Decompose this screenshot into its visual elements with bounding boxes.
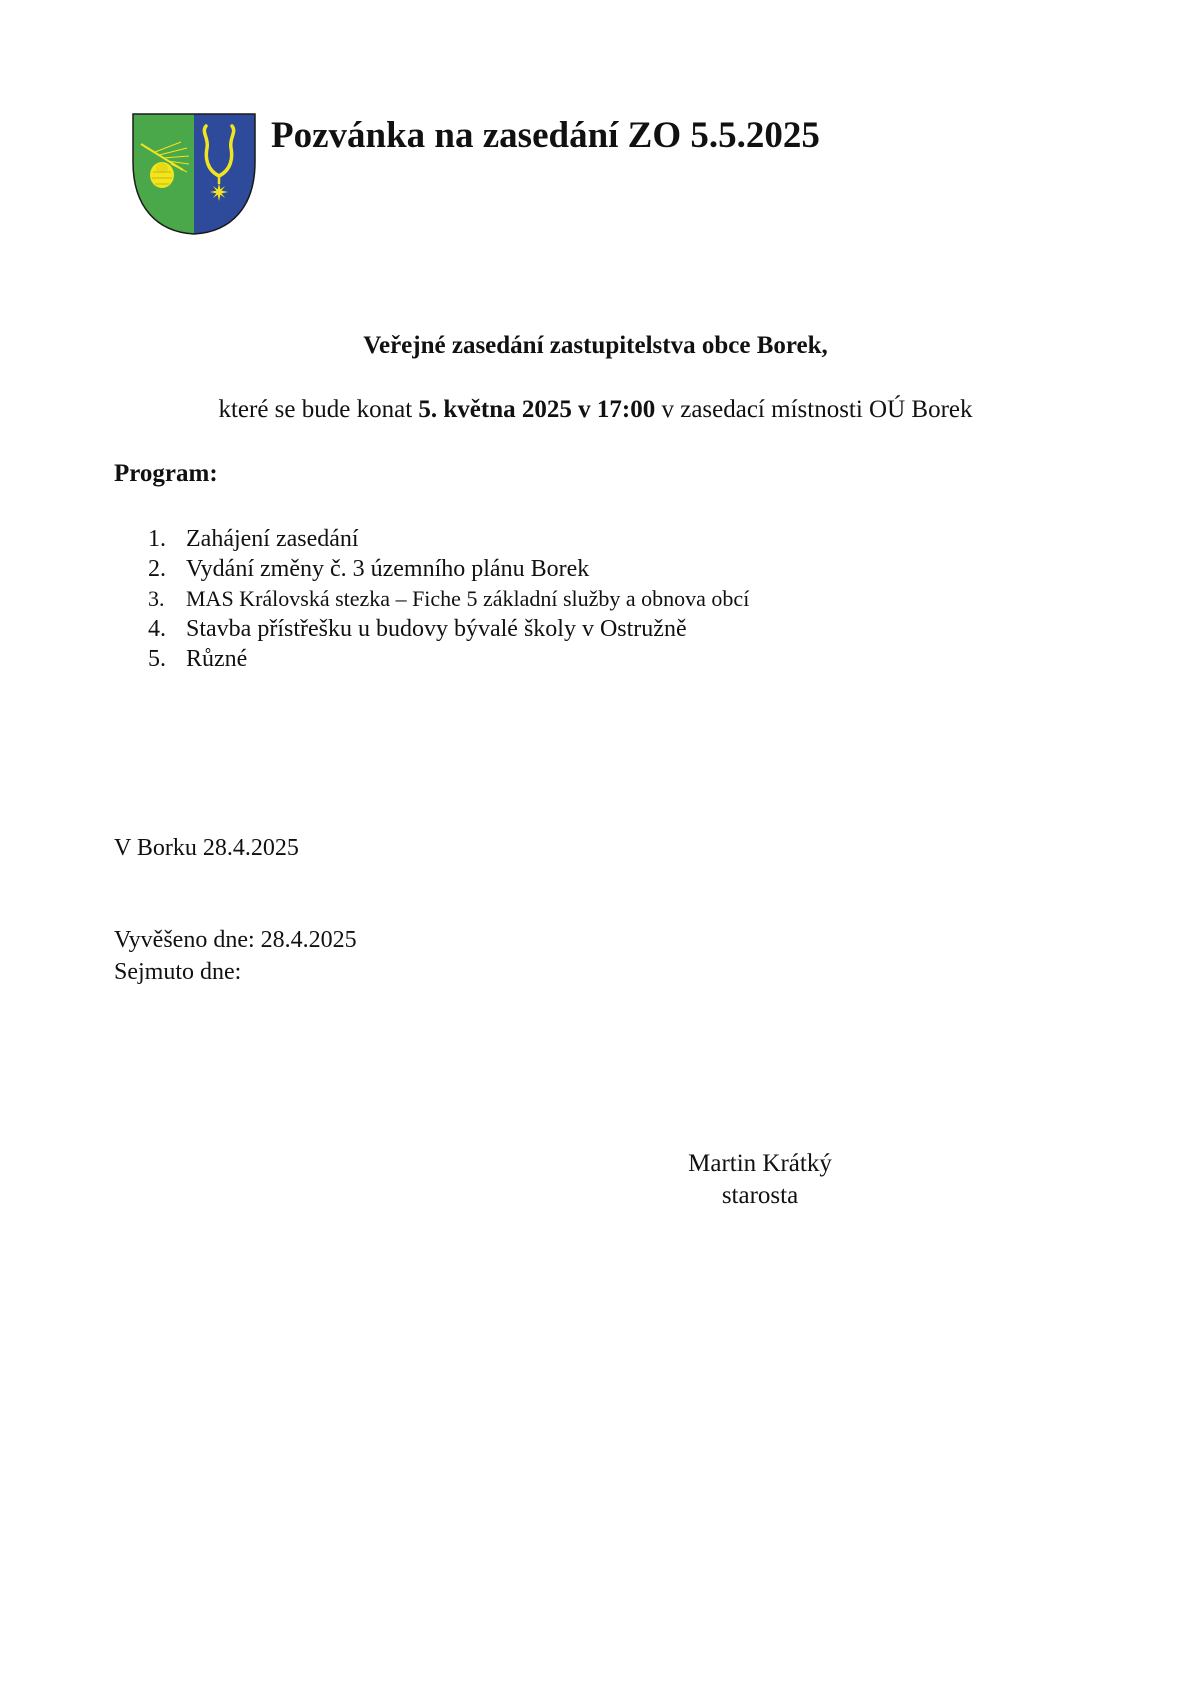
invite-prefix: které se bude konat	[218, 396, 419, 423]
program-heading: Program:	[114, 460, 218, 487]
program-item-text: Vydání změny č. 3 územního plánu Borek	[186, 556, 590, 582]
removed-on: Sejmuto dne:	[114, 959, 242, 985]
program-item	[148, 524, 749, 554]
posted-on: Vyvěšeno dne: 28.4.2025	[114, 927, 357, 953]
signatory-name: Martin Krátký	[688, 1150, 832, 1177]
program-item-text: Zahájení zasedání	[186, 526, 359, 552]
program-item-text: MAS Královská stezka – Fiche 5 základní služby a obnova obcí	[186, 586, 750, 611]
meeting-details	[0, 396, 1191, 424]
program-item	[148, 644, 749, 674]
posting-info	[114, 924, 357, 988]
program-item	[148, 584, 749, 614]
place-and-date: V Borku 28.4.2025	[114, 835, 299, 861]
program-item-number: 5.	[148, 646, 166, 672]
program-item	[148, 554, 749, 584]
invite-suffix: v zasedací místnosti OÚ Borek	[655, 396, 973, 423]
program-item-number: 4.	[148, 616, 166, 642]
program-item	[148, 614, 749, 644]
signature-block	[660, 1148, 860, 1212]
program-item-number: 2.	[148, 556, 166, 582]
program-item-number: 3.	[148, 586, 165, 611]
program-list	[148, 524, 749, 674]
coat-of-arms-logo	[131, 112, 257, 236]
program-item-text: Různé	[186, 646, 248, 672]
program-item-text: Stavba přístřešku u budovy bývalé školy v Ostružně	[186, 616, 687, 642]
program-item-number: 1.	[148, 526, 166, 552]
document-title: Pozvánka na zasedání ZO 5.5.2025	[271, 115, 820, 156]
signatory-role: starosta	[721, 1182, 799, 1209]
meeting-datetime: 5. května 2025 v 17:00	[418, 396, 656, 423]
meeting-subtitle: Veřejné zasedání zastupitelstva obce Borek,	[363, 332, 828, 359]
